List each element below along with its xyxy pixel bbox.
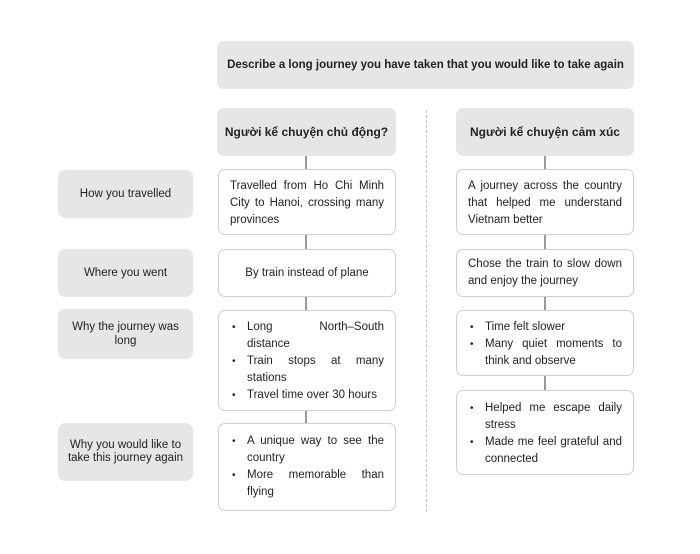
right-column-header-label: Người kể chuyện cảm xúc (470, 125, 620, 139)
connector-line (305, 411, 307, 423)
bullet-item: • Helped me escape daily stress (468, 400, 622, 434)
bullet-list (230, 319, 384, 404)
left-box-how-travelled (218, 169, 396, 235)
row-label-how-travelled (58, 170, 193, 218)
bullet-item: • A unique way to see the country (230, 433, 384, 467)
bullet-item: • Made me feel grateful and connected (468, 434, 622, 468)
row-label-where-went (58, 249, 193, 297)
left-box-where-went (218, 249, 396, 297)
connector-line (544, 235, 546, 249)
row-label-text: Why you would like to take this journey again (67, 438, 184, 464)
left-box-why-long (218, 310, 396, 411)
right-box-how-travelled (456, 169, 634, 235)
row-label-why-again (58, 423, 193, 481)
row-label-text: How you travelled (79, 188, 172, 200)
right-box-where-went (456, 249, 634, 297)
box-text: By train instead of plane (245, 266, 369, 279)
left-column-header-label: Người kể chuyện chủ động? (224, 125, 389, 139)
bullet-item: • Many quiet moments to think and observe (468, 336, 622, 370)
bullet-item: • More memorable than flying (230, 467, 384, 501)
bullet-list (230, 433, 384, 501)
connector-line (544, 297, 546, 310)
bullet-list (468, 319, 622, 370)
box-text: Chose the train to slow down and enjoy the journey (468, 258, 622, 287)
row-label-why-long (58, 309, 193, 359)
row-label-text: Where you went (83, 267, 168, 279)
left-column-header (217, 108, 396, 156)
bullet-item: • Travel time over 30 hours (230, 387, 384, 404)
bullet-item: • Train stops at many stations (230, 353, 384, 387)
box-text: A journey across the country that helped me understand Vietnam better (468, 180, 622, 226)
bullet-item: • Time felt slower (468, 319, 622, 336)
connector-line (544, 376, 546, 390)
box-text: Travelled from Ho Chi Minh City to Hanoi, crossing many provinces (230, 180, 384, 226)
connector-line (305, 297, 307, 310)
left-box-why-again (218, 423, 396, 511)
diagram-title-box (217, 41, 634, 89)
right-box-why-again (456, 390, 634, 475)
connector-line (544, 156, 546, 169)
connector-line (305, 235, 307, 249)
diagram-title: Describe a long journey you have taken that you would like to take again (227, 59, 624, 71)
row-label-text: Why the journey was long (72, 321, 179, 347)
bullet-list (468, 400, 622, 468)
right-box-why-long (456, 310, 634, 376)
column-divider (426, 110, 427, 512)
bullet-item: • Long North–South distance (230, 319, 384, 353)
right-column-header (456, 108, 634, 156)
connector-line (305, 156, 307, 169)
